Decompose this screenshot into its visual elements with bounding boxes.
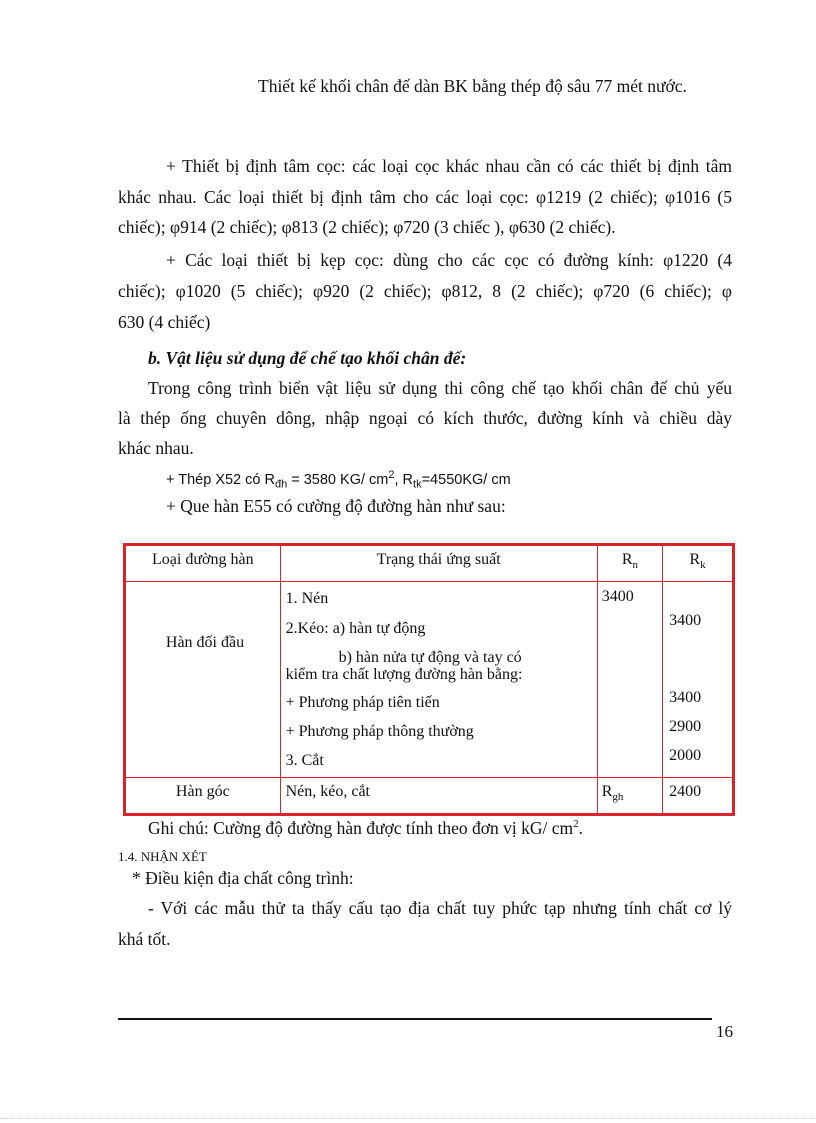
stress-shear: 3. Cắt	[285, 752, 324, 769]
para3-line3: khác nhau.	[118, 438, 194, 458]
fillet-rk: 2400	[663, 778, 733, 814]
rk-value-shear: 2000	[669, 747, 702, 764]
cell-butt-rk	[663, 582, 733, 778]
para4-line1: - Với các mẫu thử ta thấy cấu tạo địa chất tuy phức tạp nhưng tính chất cơ lý	[148, 898, 732, 918]
para2-line1: + Các loại thiết bị kẹp cọc: dùng cho các cọc có đường kính: φ1220 (4	[166, 250, 732, 270]
stress-conventional-method: + Phương pháp thông thường	[285, 723, 474, 740]
table-note: Ghi chú: Cường độ đường hàn được tính theo đơn vị kG/ $cm^2$.	[148, 818, 584, 838]
table-header-row	[126, 546, 733, 582]
stress-compression: 1. Nén	[285, 590, 329, 607]
para3-line2: là thép ống chuyên dông, nhập ngoại có kích thước, đường kính và chiều dày	[118, 408, 732, 428]
section-b-heading: b. Vật liệu sử dụng để chế tạo khối chân đế:	[148, 348, 467, 368]
butt-weld-label: Hàn đối đầu	[165, 634, 245, 651]
page-number: 16	[716, 1022, 733, 1041]
para3-line1: Trong công trình biển vật liệu sử dụng thi công chế tạo khối chân đế chủ yếu	[148, 378, 732, 398]
rk-value-advanced: 3400	[669, 689, 702, 706]
rk-value-conventional: 2900	[669, 718, 702, 735]
electrode-line: + Que hàn E55 có cường độ đường hàn như sau:	[166, 496, 506, 516]
condition-title: * Điều kiện địa chất công trình:	[132, 868, 354, 888]
stress-advanced-method: + Phương pháp tiên tiến	[285, 694, 440, 711]
table-row-butt-weld	[126, 582, 733, 778]
para4-line2: khá tốt.	[118, 929, 171, 949]
cell-butt-rn	[597, 582, 662, 778]
para1-line3: chiếc); φ914 (2 chiếc); φ813 (2 chiếc); φ720 (3 chiếc ), φ630 (2 chiếc).	[118, 217, 616, 237]
rn-value: 3400	[601, 588, 634, 605]
steel-spec-line: + Thép X52 có $R_{đh} = 3580$ KG/ $cm^2$, $R_{tk}=4550KG/$ cm	[166, 469, 511, 491]
running-header: Thiết kế khối chân đế dàn BK bằng thép độ sâu 77 mét nước.	[258, 76, 687, 96]
header-rn: $R_n$	[597, 546, 662, 582]
header-weld-type: Loại đường hàn	[126, 546, 281, 582]
para2-line3: 630 (4 chiếc)	[118, 312, 211, 332]
cell-butt-weld	[126, 582, 281, 778]
cell-butt-stress	[280, 582, 597, 778]
weld-strength-table	[125, 545, 733, 814]
fillet-weld-label: Hàn góc	[126, 778, 281, 814]
para1-line2: khác nhau. Các loại thiết bị định tâm cho các loại cọc: φ1219 (2 chiếc); φ1016 (5	[118, 187, 732, 207]
header-stress-state: Trạng thái ứng suất	[280, 546, 597, 582]
stress-quality-check: kiểm tra chất lượng đường hàn bằng:	[285, 666, 523, 683]
para1-line1: + Thiết bị định tâm cọc: các loại cọc khác nhau cần có các thiết bị định tâm	[166, 156, 732, 176]
fillet-stress: Nén, kéo, cắt	[280, 778, 597, 814]
rk-value-auto: 3400	[669, 612, 702, 629]
header-rk: $R_k$	[663, 546, 733, 582]
page-bottom-dotted-line	[0, 1118, 816, 1119]
stress-tension-semi: b) hàn nửa tự động và tay có	[338, 649, 522, 666]
para2-line2: chiếc); φ1020 (5 chiếc); φ920 (2 chiếc); φ812, 8 (2 chiếc); φ720 (6 chiếc); φ	[118, 281, 732, 301]
fillet-rn: $R_{gh}$	[597, 778, 662, 814]
table-row-fillet-weld	[126, 778, 733, 814]
stress-tension-auto: 2.Kéo: a) hàn tự động	[285, 620, 426, 637]
section-title: 1.4. NHẬN XÉT	[118, 849, 207, 864]
footer-rule	[118, 1018, 712, 1020]
